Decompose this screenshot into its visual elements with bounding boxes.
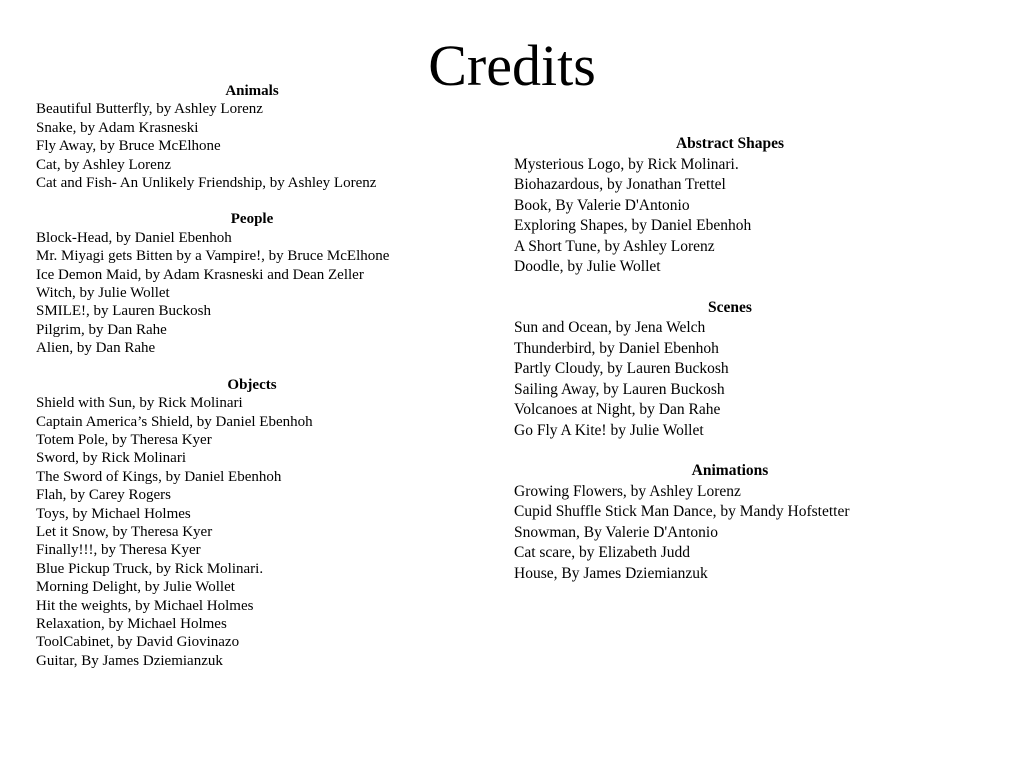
credit-item: Sun and Ocean, by Jena Welch	[514, 319, 706, 336]
credit-item: Thunderbird, by Daniel Ebenhoh	[514, 339, 719, 357]
credit-item: ToolCabinet, by David Giovinazo	[36, 634, 240, 651]
credit-item: Growing Flowers, by Ashley Lorenz	[514, 482, 741, 500]
credit-item: Ice Demon Maid, by Adam Krasneski and Dean Zeller	[36, 266, 364, 283]
section-spacer	[36, 358, 468, 376]
credit-item: Exploring Shapes, by Daniel Ebenhoh	[514, 217, 752, 234]
page-title: Credits	[428, 33, 596, 98]
credit-item: Hit the weights, by Michael Holmes	[36, 597, 254, 614]
credits-section-objects	[36, 376, 468, 671]
credit-item: Block-Head, by Daniel Ebenhoh	[36, 229, 232, 246]
credits-section-animations	[514, 461, 946, 584]
credits-section-people	[36, 210, 468, 357]
section-heading: Animations	[691, 462, 769, 479]
credit-item: Morning Delight, by Julie Wollet	[36, 579, 235, 596]
section-heading: Animals	[225, 83, 279, 99]
credit-item: Doodle, by Julie Wollet	[514, 258, 661, 275]
section-spacer	[514, 278, 946, 298]
section-heading: Abstract Shapes	[675, 135, 785, 152]
credit-item: Fly Away, by Bruce McElhone	[36, 138, 221, 155]
credit-item: Totem Pole, by Theresa Kyer	[36, 431, 212, 448]
credit-item: Let it Snow, by Theresa Kyer	[36, 523, 213, 540]
credit-item: Cat and Fish- An Unlikely Friendship, by Ashley Lorenz	[36, 175, 377, 192]
credits-section-abstract-shapes	[514, 134, 946, 278]
credit-item: A Short Tune, by Ashley Lorenz	[514, 237, 715, 255]
credit-item: Cat scare, by Elizabeth Judd	[514, 544, 691, 561]
credit-item: Shield with Sun, by Rick Molinari	[36, 395, 243, 412]
section-spacer	[36, 192, 468, 210]
credits-right-column	[514, 134, 946, 584]
credit-item: Cupid Shuffle Stick Man Dance, by Mandy Hofstetter	[514, 503, 850, 520]
credit-item: Partly Cloudy, by Lauren Buckosh	[514, 360, 729, 377]
credit-item: Sailing Away, by Lauren Buckosh	[514, 380, 725, 398]
credit-item: Biohazardous, by Jonathan Trettel	[514, 176, 726, 193]
credit-item: Flah, by Carey Rogers	[36, 487, 171, 504]
credits-section-animals	[36, 82, 468, 192]
credit-item: Snowman, By Valerie D'Antonio	[514, 523, 718, 541]
credit-item: Alien, by Dan Rahe	[36, 340, 156, 357]
credit-item: Finally!!!, by Theresa Kyer	[36, 542, 201, 559]
credit-item: Sword, by Rick Molinari	[36, 450, 186, 467]
credits-left-column	[36, 82, 468, 670]
section-spacer	[514, 441, 946, 461]
credits-section-scenes	[514, 298, 946, 442]
credit-item: Relaxation, by Michael Holmes	[36, 615, 227, 632]
credit-item: Mr. Miyagi gets Bitten by a Vampire!, by Bruce McElhone	[36, 248, 390, 265]
credit-item: Go Fly A Kite! by Julie Wollet	[514, 421, 704, 439]
credit-item: Toys, by Michael Holmes	[36, 505, 191, 522]
section-heading: People	[230, 211, 274, 228]
credit-item: Snake, by Adam Krasneski	[36, 119, 199, 136]
credit-item: Pilgrim, by Dan Rahe	[36, 321, 167, 338]
credit-item: House, By James Dziemianzuk	[514, 564, 708, 582]
credit-item: Guitar, By James Dziemianzuk	[36, 652, 223, 669]
credit-item: Cat, by Ashley Lorenz	[36, 156, 171, 173]
credit-item: Mysterious Logo, by Rick Molinari.	[514, 155, 739, 173]
credit-item: Witch, by Julie Wollet	[36, 285, 170, 302]
credit-item: SMILE!, by Lauren Buckosh	[36, 303, 211, 320]
credit-item: Volcanoes at Night, by Dan Rahe	[514, 401, 721, 418]
section-heading: Objects	[227, 376, 277, 393]
section-heading: Scenes	[708, 298, 752, 316]
credit-item: Book, By Valerie D'Antonio	[514, 196, 690, 214]
credit-item: The Sword of Kings, by Daniel Ebenhoh	[36, 468, 282, 485]
credit-item: Beautiful Butterfly, by Ashley Lorenz	[36, 101, 263, 118]
credit-item: Captain America’s Shield, by Daniel Ebenhoh	[36, 413, 313, 430]
credit-item: Blue Pickup Truck, by Rick Molinari.	[36, 560, 264, 577]
